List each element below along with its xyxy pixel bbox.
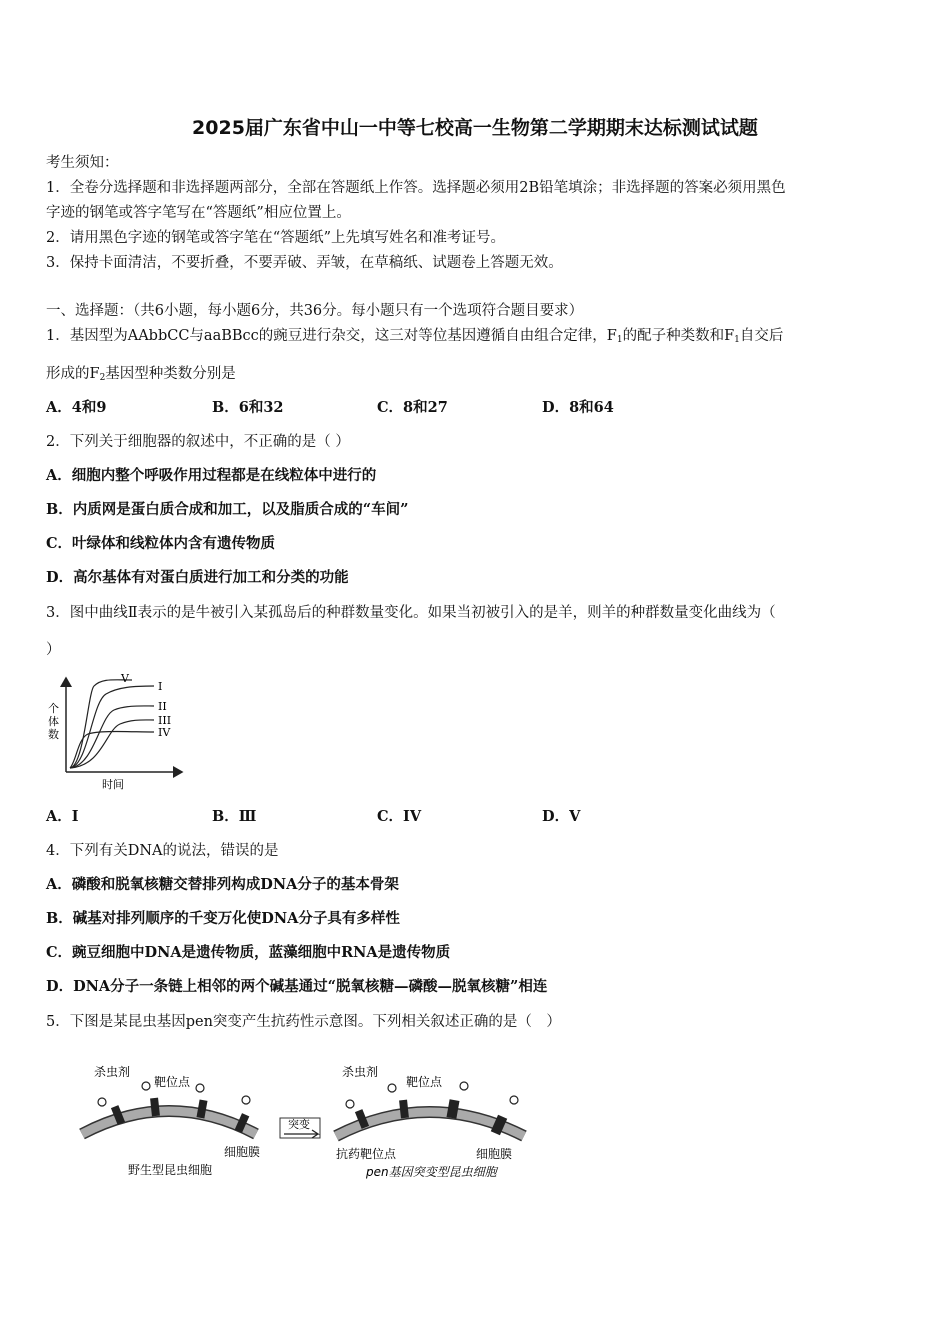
page-title: 2025届广东省中山一中等七校高一生物第二学期期末达标测试试题: [192, 117, 758, 139]
y-label: 个: [48, 702, 59, 715]
insecticide-label: 杀虫剂: [94, 1065, 131, 1079]
wild-type-caption: 野生型昆虫细胞: [128, 1163, 213, 1177]
curve-label: I: [158, 680, 163, 693]
resistant-target-label: 抗药靶位点: [336, 1147, 397, 1161]
option-c[interactable]: C．叶绿体和线粒体内含有遗传物质: [46, 535, 276, 552]
notice-item: 2．请用黑色字迹的钢笔或答字笔在“答题纸”上先填写姓名和准考证号。: [46, 230, 506, 246]
curve-i: [70, 686, 154, 768]
question-3-stem: 3．图中曲线Ⅱ表示的是牛被引入某孤岛后的种群数量变化。如果当初被引入的是羊，则羊的种群数量变化曲线为（: [46, 605, 776, 621]
question-4-stem: 4．下列有关DNA的说法，错误的是: [46, 843, 279, 859]
insecticide-label: 杀虫剂: [342, 1065, 379, 1079]
question-number: 1．: [46, 328, 70, 344]
cell-membrane-fill: [82, 1111, 256, 1134]
y-label: 数: [48, 728, 59, 741]
curve-label: II: [158, 700, 167, 713]
notice-item: 字迹的钢笔或答字笔写在“答题纸”相应位置上。: [46, 205, 351, 221]
option-a[interactable]: A．I: [46, 808, 79, 825]
option-a[interactable]: A．磷酸和脱氧核糖交替排列构成DNA分子的基本骨架: [46, 876, 399, 893]
option-d[interactable]: D．8和64: [542, 399, 614, 416]
option-d[interactable]: D．V: [542, 808, 581, 825]
x-label: 时间: [102, 778, 124, 791]
curve-ii: [70, 706, 154, 768]
section-heading: 一、选择题：（共6小题，每小题6分，共36分。每小题只有一个选项符合题目要求）: [46, 303, 584, 319]
curve-iv: [70, 732, 154, 769]
option-b[interactable]: B．内质网是蛋白质合成和加工，以及脂质合成的“车间”: [46, 501, 409, 518]
question-5-stem: 5．下图是某昆虫基因pen突变产生抗药性示意图。下列相关叙述正确的是（ ）: [46, 1014, 561, 1030]
population-growth-graph: [44, 672, 189, 792]
notice-item: 3．保持卡面清洁，不要折叠，不要弄破、弄皱，在草稿纸、试题卷上答题无效。: [46, 255, 563, 271]
option-d[interactable]: D．DNA分子一条链上相邻的两个碱基通过“脱氧核糖—磷酸—脱氧核糖”相连: [46, 978, 548, 995]
curve-v: [70, 680, 132, 768]
y-label: 体: [48, 715, 59, 728]
option-b[interactable]: B．6和32: [212, 399, 284, 416]
option-c[interactable]: C．豌豆细胞中DNA是遗传物质，蓝藻细胞中RNA是遗传物质: [46, 944, 451, 961]
membrane-label: 细胞膜: [224, 1145, 261, 1159]
question-2-stem: 2．下列关于细胞器的叙述中，不正确的是（ ）: [46, 434, 350, 450]
option-c[interactable]: C．IV: [377, 808, 422, 825]
option-a[interactable]: A．4和9: [46, 399, 107, 416]
option-c[interactable]: C．8和27: [377, 399, 448, 416]
question-1-stem-cont: 形成的$F_2$基因型种类数分别是: [46, 366, 236, 383]
curve-label: IV: [158, 726, 171, 739]
option-a[interactable]: A．细胞内整个呼吸作用过程都是在线粒体中进行的: [46, 467, 377, 484]
membrane-label: 细胞膜: [476, 1147, 513, 1161]
notice-heading: 考生须知：: [46, 155, 119, 171]
question-3-stem-cont: ）: [46, 642, 61, 658]
notice-item: 1．全卷分选择题和非选择题两部分，全部在答题纸上作答。选择题必须用2B铅笔填涂；非选择题的答案必须用黑色: [46, 180, 786, 196]
question-number: 4．: [46, 843, 70, 859]
option-b[interactable]: B．碱基对排列顺序的千变万化使DNA分子具有多样性: [46, 910, 400, 927]
question-number: 3．: [46, 605, 70, 621]
insect-resistance-figure: [74, 1062, 534, 1187]
question-number: 2．: [46, 434, 70, 450]
question-number: 5．: [46, 1014, 70, 1030]
target-label: 靶位点: [154, 1075, 191, 1089]
mutation-label: 突变: [288, 1118, 310, 1131]
option-d[interactable]: D．高尔基体有对蛋白质进行加工和分类的功能: [46, 569, 349, 586]
question-1-stem: 1．基因型为AAbbCC与aaBBcc的豌豆进行杂交，这三对等位基因遵循自由组合定律，$F_1$的配子种类数和$F_1$自交后: [46, 328, 784, 345]
mutation-arrow: [284, 1130, 318, 1138]
target-label: 靶位点: [406, 1075, 443, 1089]
curve-label: V: [121, 672, 129, 685]
curve-label: III: [158, 714, 172, 727]
mutant-caption: pen基因突变型昆虫细胞: [366, 1165, 497, 1179]
option-b[interactable]: B．Ⅲ: [212, 808, 257, 825]
